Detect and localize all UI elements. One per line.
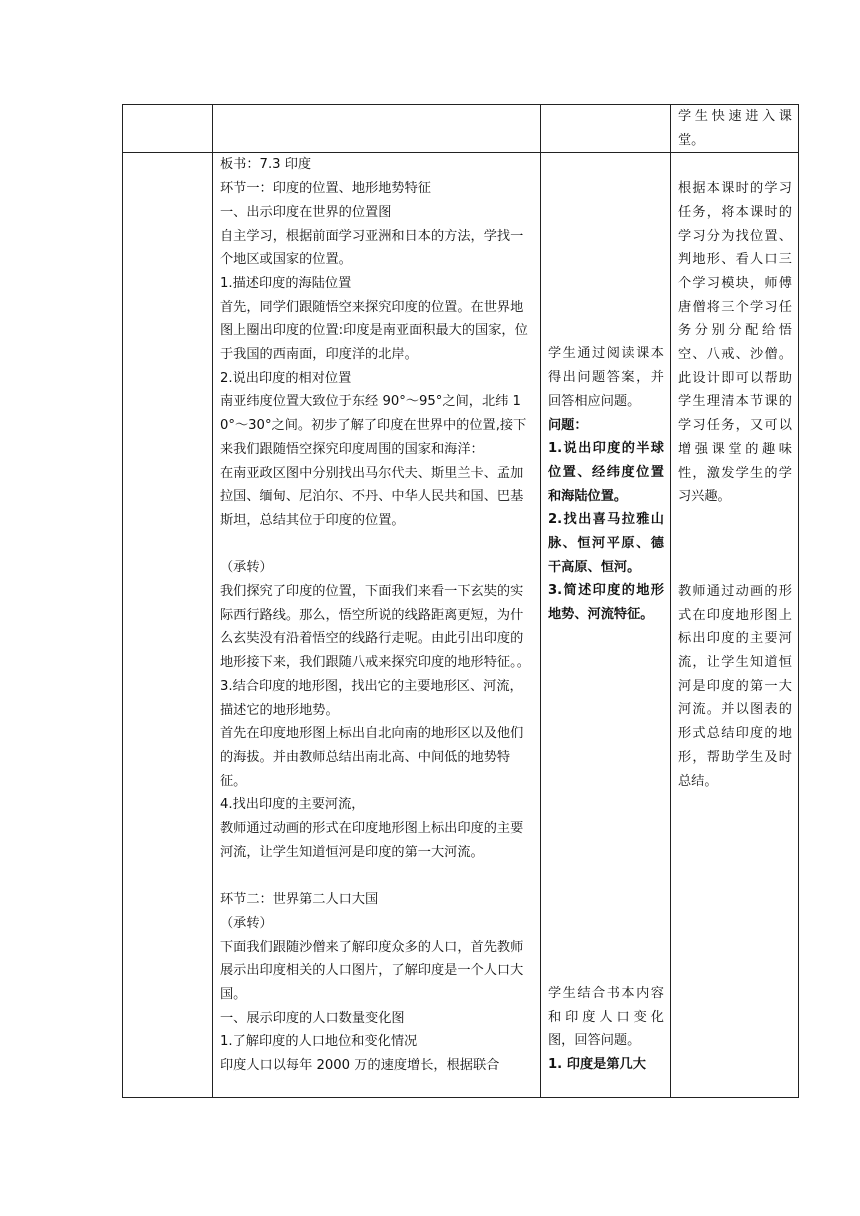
design-intent-cell <box>671 153 799 1098</box>
teaching-paragraph: 4.找出印度的主要河流， <box>220 797 365 813</box>
student-activity-intro: 学生通过阅读课本得出问题答案，并回答相应问题。 <box>548 346 664 409</box>
teaching-paragraph <box>220 533 534 557</box>
teaching-paragraph: 1.描述印度的海陆位置 <box>220 275 352 291</box>
teaching-paragraph: 自主学习，根据前面学习亚洲和日本的方法，学找一个地区或国家的位置。 <box>220 228 524 268</box>
table-row <box>123 105 799 153</box>
table-row <box>123 153 799 1098</box>
teaching-paragraph: 我们探究了印度的位置，下面我们来看一下玄奘的实际西行路线。那么，悟空所说的线路距离更短，为什么玄奘没有沿着悟空的线路行走呢。由此引出印度的地形接下来，我们跟随八戒来探究印度的地形特征。。 <box>220 584 530 671</box>
cell-r1-c2 <box>213 105 541 153</box>
teaching-paragraph: 板书：7.3 印度 <box>220 157 312 173</box>
teaching-paragraph: 3.结合印度的地形图，找出它的主要地形区、河流，描述它的地形地势。 <box>220 678 523 718</box>
student-entry-note: 学生快速进入课堂。 <box>678 109 792 148</box>
cell-r2-c1 <box>123 153 213 1098</box>
question-3: 3.简述印度的地形地势、河流特征。 <box>548 583 664 623</box>
question-4: 1. 印度是第几大 <box>548 1056 646 1072</box>
teaching-paragraph: 南亚纬度位置大致位于东经 90°～95°之间，北纬 10°～30°之间。初步了解了印度在世界中的位置,接下来我们跟随悟空探究印度周围的国家和海洋： <box>220 394 527 457</box>
cell-r1-c3 <box>541 105 671 153</box>
design-intent-2: 教师通过动画的形式在印度地形图上标出印度的主要河流，让学生知道恒河是印度的第一大河流。并以图表的形式总结印度的地形，帮助学生及时总结。 <box>678 583 792 789</box>
teaching-paragraph: 首先，同学们跟随悟空来探究印度的位置。在世界地图上圈出印度的位置:印度是南亚面积最大的国家，位于我国的西南面，印度洋的北岸。 <box>220 299 528 363</box>
question-1: 1.说出印度的半球位置、经纬度位置和海陆位置。 <box>548 441 664 504</box>
questions-title: 问题： <box>548 417 588 433</box>
teaching-paragraph: 一、出示印度在世界的位置图 <box>220 204 392 220</box>
teaching-paragraph: 环节二：世界第二人口大国 <box>220 892 379 908</box>
teaching-paragraph: 一、展示印度的人口数量变化图 <box>220 1010 405 1026</box>
student-activity-intro-2: 学生结合书本内容和印度人口变化图，回答问题。 <box>548 985 664 1049</box>
teaching-paragraph: 2.说出印度的相对位置 <box>220 370 352 386</box>
cell-r1-c4 <box>671 105 799 153</box>
design-intent-1: 根据本课时的学习任务，将本课时的学习分为找位置、判地形、看人口三个学习模块，师傅唐僧将三个学习任务分别分配给悟空、八戒、沙僧。此设计即可以帮助学生理清本节课的学习任务，又可以增强课堂的趣味性，激发学生的学习兴趣。 <box>678 181 792 505</box>
teaching-paragraph: 在南亚政区图中分别找出马尔代夫、斯里兰卡、孟加拉国、缅甸、尼泊尔、不丹、中华人民共和国、巴基斯坦，总结其位于印度的位置。 <box>220 465 524 528</box>
teaching-paragraph: 下面我们跟随沙僧来了解印度众多的人口，首先教师展示出印度相关的人口图片，了解印度是一个人口大国。 <box>220 939 524 1002</box>
teaching-paragraph <box>220 864 534 888</box>
teaching-paragraph: 首先在印度地形图上标出自北向南的地形区以及他们的海拔。并由教师总结出南北高、中间低的地势特征。 <box>220 726 524 789</box>
teaching-paragraph: 教师通过动画的形式在印度地形图上标出印度的主要河流，让学生知道恒河是印度的第一大河流。 <box>220 821 524 860</box>
question-2: 2.找出喜马拉雅山脉、恒河平原、德干高原、恒河。 <box>548 512 664 575</box>
teaching-paragraph: （承转） <box>220 560 273 576</box>
teaching-paragraph: 印度人口以每年 2000 万的速度增长，根据联合 <box>220 1058 500 1074</box>
teaching-process-cell <box>213 153 541 1098</box>
cell-r1-c1 <box>123 105 213 153</box>
teaching-paragraph: （承转） <box>220 915 273 931</box>
teaching-paragraph: 环节一：印度的位置、地形地势特征 <box>220 181 431 197</box>
teaching-paragraph: 1.了解印度的人口地位和变化情况 <box>220 1034 418 1050</box>
student-activity-cell <box>541 153 671 1098</box>
lesson-plan-table <box>122 104 799 1098</box>
